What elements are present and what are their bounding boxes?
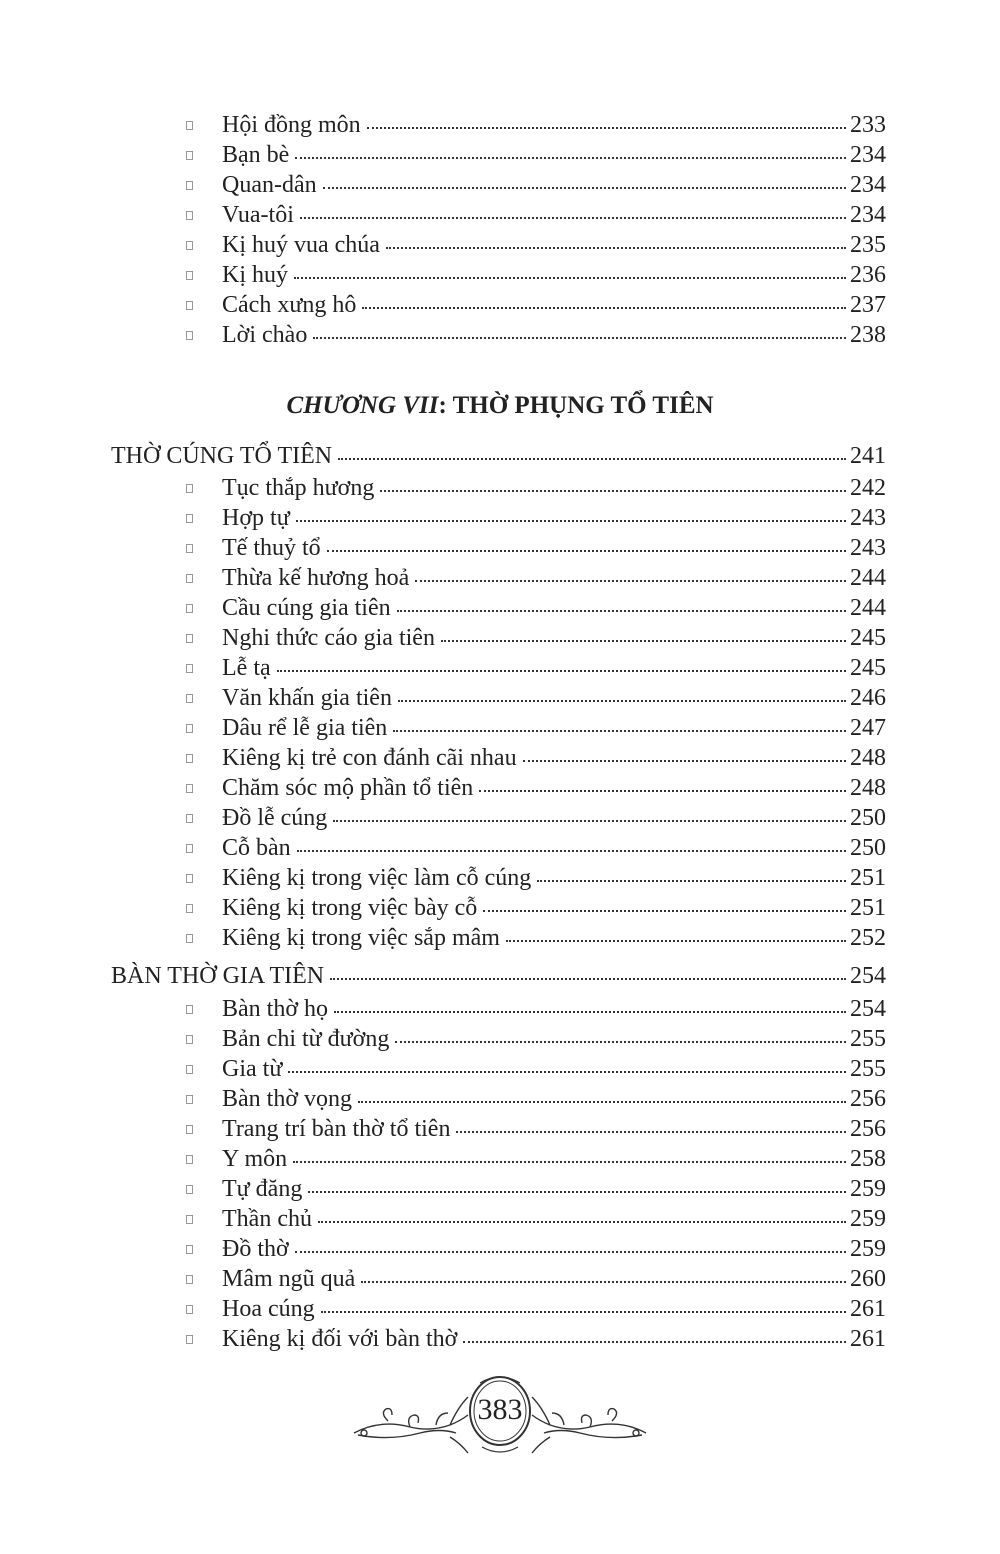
toc-entry bbox=[0, 260, 1000, 290]
toc-section-page: 241 bbox=[850, 443, 886, 469]
toc-entry-page: 244 bbox=[850, 595, 886, 621]
bullet-icon bbox=[186, 1245, 193, 1254]
toc-entry bbox=[0, 1324, 1000, 1354]
toc-entry-page: 258 bbox=[850, 1146, 886, 1172]
toc-entry bbox=[0, 923, 1000, 953]
toc-entry-label: Kị huý bbox=[222, 262, 288, 288]
toc-entry-label: Bàn thờ họ bbox=[222, 996, 329, 1022]
toc-entry-label: Đồ lễ cúng bbox=[222, 805, 328, 831]
bullet-icon bbox=[186, 1275, 193, 1284]
dot-leader bbox=[479, 790, 846, 792]
toc-entry-page: 250 bbox=[850, 805, 886, 831]
bullet-icon bbox=[186, 634, 193, 643]
dot-leader bbox=[415, 580, 846, 582]
toc-entry-page: 235 bbox=[850, 232, 886, 258]
toc-entry-page: 260 bbox=[850, 1266, 886, 1292]
toc-entry-page: 256 bbox=[850, 1116, 886, 1142]
toc-section-label: BÀN THỜ GIA TIÊN bbox=[111, 963, 325, 989]
bullet-icon bbox=[186, 151, 193, 160]
toc-entry-page: 244 bbox=[850, 565, 886, 591]
bullet-icon bbox=[186, 301, 193, 310]
toc-entry-page: 259 bbox=[850, 1236, 886, 1262]
toc-entry-label: Thừa kế hương hoả bbox=[222, 565, 410, 591]
toc-entry bbox=[0, 683, 1000, 713]
toc-entry-label: Hợp tự bbox=[222, 505, 290, 531]
dot-leader bbox=[295, 157, 846, 159]
bullet-icon bbox=[186, 1065, 193, 1074]
dot-leader bbox=[323, 187, 846, 189]
toc-entry-label: Tự đăng bbox=[222, 1176, 303, 1202]
toc-entry-label: Lời chào bbox=[222, 322, 308, 348]
toc-entry-label: Kiêng kị trẻ con đánh cãi nhau bbox=[222, 745, 517, 771]
toc-entry-label: Cỗ bàn bbox=[222, 835, 291, 861]
dot-leader bbox=[288, 1071, 846, 1073]
dot-leader bbox=[313, 337, 846, 339]
dot-leader bbox=[334, 1011, 846, 1013]
dot-leader bbox=[330, 978, 846, 980]
toc-entry-page: 234 bbox=[850, 142, 886, 168]
toc-entry bbox=[0, 743, 1000, 773]
toc-entry-label: Cách xưng hô bbox=[222, 292, 357, 318]
toc-entry bbox=[0, 533, 1000, 563]
toc-entry-label: Lễ tạ bbox=[222, 655, 271, 681]
bullet-icon bbox=[186, 664, 193, 673]
toc-entry bbox=[0, 1054, 1000, 1084]
toc-entry bbox=[0, 593, 1000, 623]
toc-entry-label: Vua-tôi bbox=[222, 202, 294, 228]
toc-entry-page: 245 bbox=[850, 625, 886, 651]
toc-entry-page: 251 bbox=[850, 895, 886, 921]
toc-entry-label: Kiêng kị đối với bàn thờ bbox=[222, 1326, 458, 1352]
bullet-icon bbox=[186, 574, 193, 583]
toc-entry-label: Thần chủ bbox=[222, 1206, 312, 1232]
bullet-icon bbox=[186, 724, 193, 733]
dot-leader bbox=[293, 1161, 846, 1163]
toc-entry bbox=[0, 110, 1000, 140]
bullet-icon bbox=[186, 181, 193, 190]
toc-entry-page: 252 bbox=[850, 925, 886, 951]
toc-entry bbox=[0, 1264, 1000, 1294]
bullet-icon bbox=[186, 544, 193, 553]
bullet-icon bbox=[186, 784, 193, 793]
toc-entry-label: Trang trí bàn thờ tổ tiên bbox=[222, 1116, 451, 1142]
dot-leader bbox=[393, 730, 846, 732]
toc-entry-page: 246 bbox=[850, 685, 886, 711]
toc-entry-label: Kiêng kị trong việc sắp mâm bbox=[222, 925, 500, 951]
toc-entry bbox=[0, 473, 1000, 503]
dot-leader bbox=[333, 820, 846, 822]
toc-entry-label: Văn khấn gia tiên bbox=[222, 685, 392, 711]
dot-leader bbox=[386, 247, 846, 249]
toc-entry bbox=[0, 994, 1000, 1024]
bullet-icon bbox=[186, 1215, 193, 1224]
toc-entry bbox=[0, 230, 1000, 260]
bullet-icon bbox=[186, 844, 193, 853]
toc-entry bbox=[0, 170, 1000, 200]
dot-leader bbox=[367, 127, 846, 129]
toc-entry-page: 248 bbox=[850, 775, 886, 801]
toc-entry-page: 250 bbox=[850, 835, 886, 861]
toc-entry-label: Cầu cúng gia tiên bbox=[222, 595, 391, 621]
bullet-icon bbox=[186, 121, 193, 130]
toc-entry bbox=[0, 623, 1000, 653]
dot-leader bbox=[296, 520, 846, 522]
toc-entry-label: Dâu rể lễ gia tiên bbox=[222, 715, 388, 741]
toc-entry-page: 237 bbox=[850, 292, 886, 318]
bullet-icon bbox=[186, 814, 193, 823]
toc-entry bbox=[0, 290, 1000, 320]
toc-entry bbox=[0, 563, 1000, 593]
bullet-icon bbox=[186, 271, 193, 280]
dot-leader bbox=[277, 670, 846, 672]
toc-entry bbox=[0, 1174, 1000, 1204]
toc-entry-page: 238 bbox=[850, 322, 886, 348]
toc-entry-label: Hội đồng môn bbox=[222, 112, 361, 138]
toc-entry-label: Kiêng kị trong việc làm cỗ cúng bbox=[222, 865, 532, 891]
bullet-icon bbox=[186, 1125, 193, 1134]
dot-leader bbox=[327, 550, 846, 552]
dot-leader bbox=[456, 1131, 846, 1133]
toc-entry bbox=[0, 140, 1000, 170]
dot-leader bbox=[358, 1101, 846, 1103]
dot-leader bbox=[483, 910, 846, 912]
bullet-icon bbox=[186, 1095, 193, 1104]
toc-entry-page: 255 bbox=[850, 1026, 886, 1052]
toc-entry-page: 236 bbox=[850, 262, 886, 288]
bullet-icon bbox=[186, 331, 193, 340]
toc-entry bbox=[0, 320, 1000, 350]
toc-section-heading bbox=[0, 961, 1000, 991]
dot-leader bbox=[308, 1191, 846, 1193]
toc-entry bbox=[0, 893, 1000, 923]
toc-entry bbox=[0, 863, 1000, 893]
toc-entry bbox=[0, 1234, 1000, 1264]
dot-leader bbox=[398, 700, 846, 702]
chapter-number: CHƯƠNG VII bbox=[286, 392, 439, 419]
toc-entry bbox=[0, 833, 1000, 863]
toc-entry-label: Mâm ngũ quả bbox=[222, 1266, 356, 1292]
toc-entry-label: Hoa cúng bbox=[222, 1296, 315, 1322]
toc-entry bbox=[0, 803, 1000, 833]
dot-leader bbox=[297, 850, 846, 852]
toc-entry-page: 248 bbox=[850, 745, 886, 771]
dot-leader bbox=[523, 760, 846, 762]
toc-entry-label: Bàn thờ vọng bbox=[222, 1086, 353, 1112]
toc-entry-page: 259 bbox=[850, 1206, 886, 1232]
toc-entry-label: Chăm sóc mộ phần tổ tiên bbox=[222, 775, 474, 801]
toc-entry-page: 242 bbox=[850, 475, 886, 501]
toc-entry bbox=[0, 1204, 1000, 1234]
dot-leader bbox=[295, 1251, 846, 1253]
toc-entry-label: Đồ thờ bbox=[222, 1236, 289, 1262]
bullet-icon bbox=[186, 1335, 193, 1344]
toc-entry bbox=[0, 653, 1000, 683]
bullet-icon bbox=[186, 1155, 193, 1164]
bullet-icon bbox=[186, 211, 193, 220]
toc-entry-label: Bạn bè bbox=[222, 142, 290, 168]
dot-leader bbox=[380, 490, 846, 492]
toc-entry bbox=[0, 1024, 1000, 1054]
toc-entry bbox=[0, 713, 1000, 743]
bullet-icon bbox=[186, 874, 193, 883]
toc-section-page: 254 bbox=[850, 963, 886, 989]
bullet-icon bbox=[186, 604, 193, 613]
chapter-name: : THỜ PHỤNG TỔ TIÊN bbox=[438, 392, 714, 419]
page-number: 383 bbox=[477, 1393, 523, 1426]
toc-entry-page: 245 bbox=[850, 655, 886, 681]
page-footer bbox=[350, 1375, 650, 1455]
toc-entry-page: 261 bbox=[850, 1326, 886, 1352]
toc-entry-page: 251 bbox=[850, 865, 886, 891]
toc-entry-page: 261 bbox=[850, 1296, 886, 1322]
toc-entry-label: Quan-dân bbox=[222, 172, 317, 198]
bullet-icon bbox=[186, 754, 193, 763]
bullet-icon bbox=[186, 1185, 193, 1194]
toc-entry bbox=[0, 1084, 1000, 1114]
dot-leader bbox=[338, 458, 846, 460]
toc-entry bbox=[0, 1144, 1000, 1174]
toc-entry-label: Kiêng kị trong việc bày cỗ bbox=[222, 895, 478, 921]
toc-entry bbox=[0, 200, 1000, 230]
toc-entry-page: 254 bbox=[850, 996, 886, 1022]
toc-entry bbox=[0, 503, 1000, 533]
toc-entry-label: Gia từ bbox=[222, 1056, 283, 1082]
dot-leader bbox=[361, 1281, 846, 1283]
toc-entry-label: Nghi thức cáo gia tiên bbox=[222, 625, 435, 651]
bullet-icon bbox=[186, 904, 193, 913]
toc-section-label: THỜ CÚNG TỔ TIÊN bbox=[111, 443, 333, 469]
dot-leader bbox=[300, 217, 846, 219]
bullet-icon bbox=[186, 241, 193, 250]
toc-entry-label: Tế thuỷ tổ bbox=[222, 535, 321, 561]
toc-entry-label: Y môn bbox=[222, 1146, 288, 1172]
dot-leader bbox=[537, 880, 846, 882]
toc-entry-label: Tục thắp hương bbox=[222, 475, 375, 501]
toc-entry-page: 259 bbox=[850, 1176, 886, 1202]
bullet-icon bbox=[186, 1035, 193, 1044]
bullet-icon bbox=[186, 484, 193, 493]
toc-entry-page: 243 bbox=[850, 535, 886, 561]
toc-entry-page: 234 bbox=[850, 172, 886, 198]
toc-entry-page: 256 bbox=[850, 1086, 886, 1112]
toc-entry-page: 234 bbox=[850, 202, 886, 228]
toc-entry-label: Kị huý vua chúa bbox=[222, 232, 380, 258]
bullet-icon bbox=[186, 694, 193, 703]
dot-leader bbox=[397, 610, 846, 612]
toc-entry-label: Bản chi từ đường bbox=[222, 1026, 390, 1052]
dot-leader bbox=[506, 940, 846, 942]
dot-leader bbox=[321, 1311, 846, 1313]
dot-leader bbox=[395, 1041, 846, 1043]
toc-entry-page: 233 bbox=[850, 112, 886, 138]
chapter-title bbox=[0, 390, 1000, 422]
toc-entry bbox=[0, 1114, 1000, 1144]
toc-entry-page: 255 bbox=[850, 1056, 886, 1082]
toc-entry bbox=[0, 773, 1000, 803]
toc-section-heading bbox=[0, 441, 1000, 471]
dot-leader bbox=[362, 307, 846, 309]
bullet-icon bbox=[186, 1305, 193, 1314]
dot-leader bbox=[463, 1341, 846, 1343]
toc-entry-page: 243 bbox=[850, 505, 886, 531]
bullet-icon bbox=[186, 514, 193, 523]
dot-leader bbox=[294, 277, 846, 279]
bullet-icon bbox=[186, 934, 193, 943]
dot-leader bbox=[318, 1221, 846, 1223]
dot-leader bbox=[441, 640, 846, 642]
toc-entry bbox=[0, 1294, 1000, 1324]
bullet-icon bbox=[186, 1005, 193, 1014]
toc-entry-page: 247 bbox=[850, 715, 886, 741]
